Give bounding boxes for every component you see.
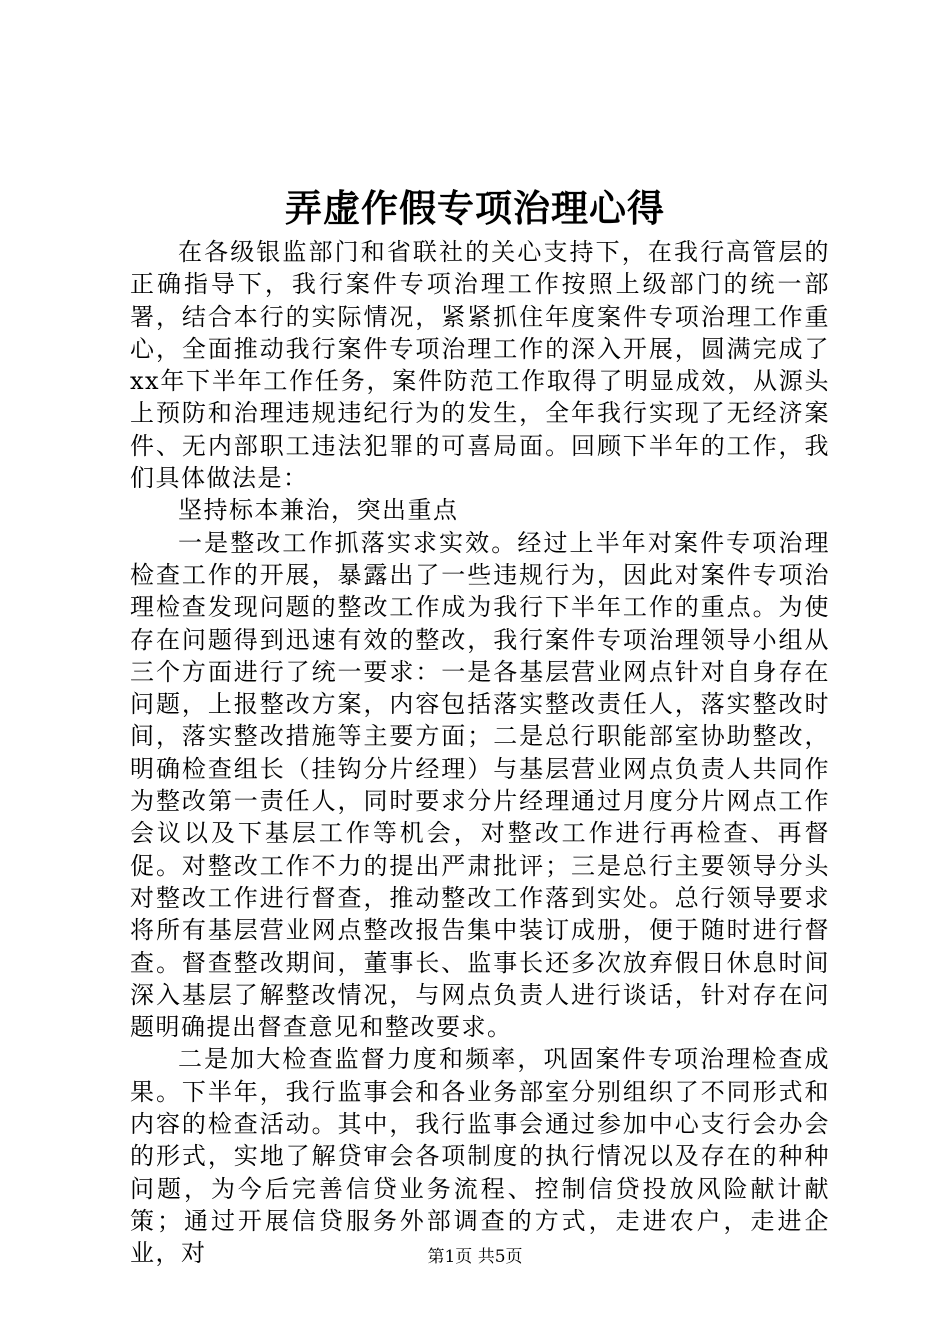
paragraph-point-one: 一是整改工作抓落实求实效。经过上半年对案件专项治理检查工作的开展，暴露出了一些违规行为，因此对案件专项治理检查发现问题的整改工作成为我行下半年工作的重点。为使存在问题得到迅速有效的整改，我行案件专项治理领导小组从三个方面进行了统一要求：一是各基层营业网点针对自身存在问题，上报整改方案，内容包括落实整改责任人，落实整改时间，落实整改措施等主要方面；二是总行职能部室协助整改，明确检查组长（挂钩分片经理）与基层营业网点负责人共同作为整改第一责任人，同时要求分片经理通过月度分片网点工作会议以及下基层工作等机会，对整改工作进行再检查、再督促。对整改工作不力的提出严肃批评；三是总行主要领导分头对整改工作进行督查，推动整改工作落到实处。总行领导要求将所有基层营业网点整改报告集中装订成册，便于随时进行督查。督查整改期间，董事长、监事长还多次放弃假日休息时间深入基层了解整改情况，与网点负责人进行谈话，针对存在问题明确提出督查意见和整改要求。 — [130, 528, 830, 1042]
page-number-footer: 第1页 共5页 — [427, 1247, 523, 1267]
paragraph-intro: 在各级银监部门和省联社的关心支持下，在我行高管层的正确指导下，我行案件专项治理工作按照上级部门的统一部署，结合本行的实际情况，紧紧抓住年度案件专项治理工作重心，全面推动我行案件专项治理工作的深入开展，圆满完成了xx年下半年工作任务，案件防范工作取得了明显成效，从源头上预防和治理违规违纪行为的发生，全年我行实现了无经济案件、无内部职工违法犯罪的可喜局面。回顾下半年的工作，我们具体做法是： — [130, 238, 830, 493]
document-body — [130, 236, 830, 1270]
document-title: 弄虚作假专项治理心得 — [285, 186, 665, 230]
section-heading: 坚持标本兼治，突出重点 — [178, 496, 459, 525]
paragraph-point-two: 二是加大检查监督力度和频率，巩固案件专项治理检查成果。下半年，我行监事会和各业务部室分别组织了不同形式和内容的检查活动。其中，我行监事会通过参加中心支行会办会的形式，实地了解贷审会各项制度的执行情况以及存在的种种问题，为今后完善信贷业务流程、控制信贷投放风险献计献策；通过开展信贷服务外部调查的方式，走进农户，走进企业，对 — [130, 1045, 830, 1268]
